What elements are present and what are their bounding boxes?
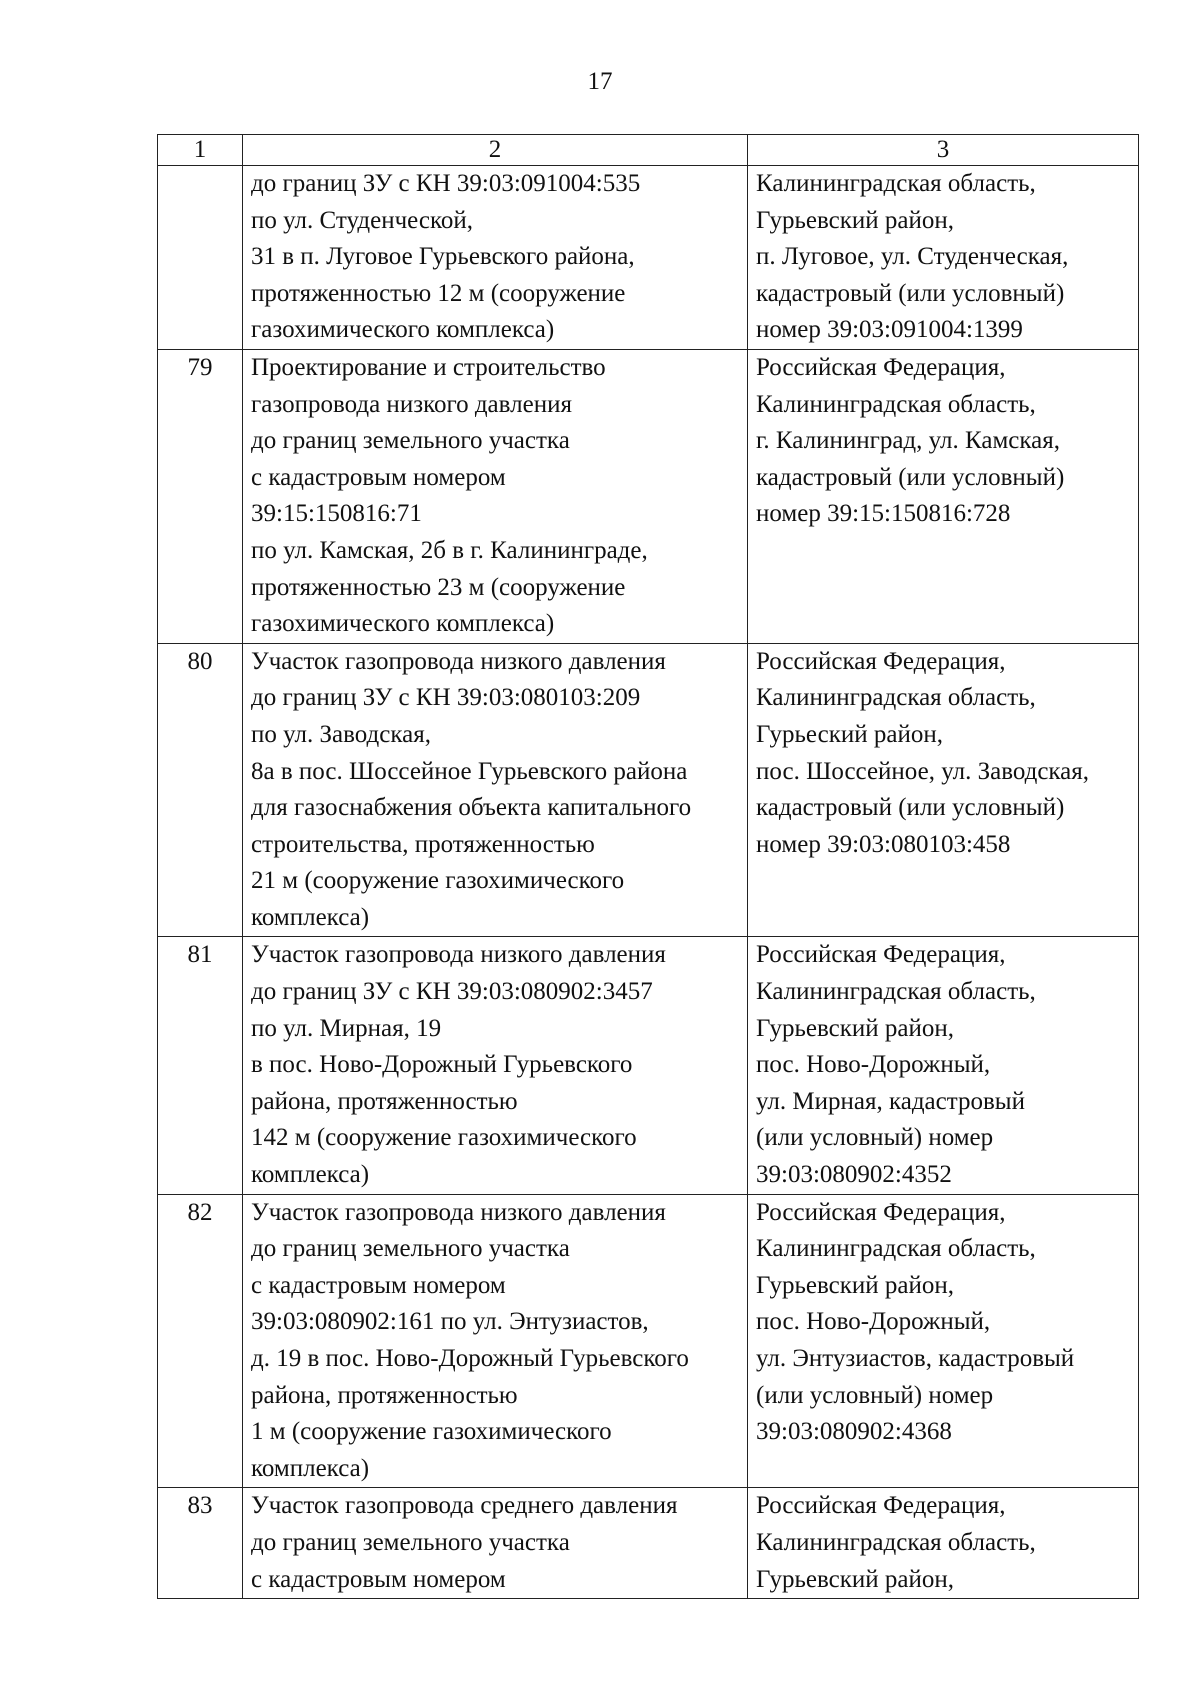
text-line: 39:15:150816:71 — [251, 500, 422, 528]
text-line: 39:03:080902:161 по ул. Энтузиастов, — [251, 1308, 649, 1336]
text-line: района, протяженностью — [251, 1087, 518, 1115]
text-line: Российская Федерация, — [756, 1492, 1006, 1520]
text-line: д. 19 в пос. Ново-Дорожный Гурьевского — [251, 1345, 689, 1372]
text-line: ул. Энтузиастов, кадастровый — [756, 1345, 1075, 1372]
page-number: 17 — [587, 68, 613, 95]
text-line: района, протяженностью — [251, 1381, 518, 1409]
text-line: комплекса) — [251, 1161, 370, 1189]
object-description — [243, 166, 748, 350]
column-header-3: 3 — [748, 135, 1139, 166]
text-line: протяженностью 23 м (сооружение — [251, 573, 626, 601]
text-line: по ул. Камская, 2б в г. Калининграде, — [251, 536, 648, 564]
text-line: 39:03:080902:4352 — [756, 1161, 952, 1189]
table-row — [158, 643, 1139, 937]
text-line: номер 39:03:080103:458 — [756, 830, 1011, 858]
text-line: номер 39:03:091004:1399 — [756, 316, 1023, 344]
object-address — [748, 643, 1139, 937]
text-line: Российская Федерация, — [756, 941, 1006, 969]
row-number: 80 — [158, 643, 243, 937]
row-number: 82 — [158, 1194, 243, 1488]
text-line: пос. Ново-Дорожный, — [756, 1308, 991, 1336]
table-header-row — [158, 135, 1139, 166]
text-line: Калининградская область, — [756, 1528, 1036, 1556]
text-line: (или условный) номер — [756, 1381, 994, 1409]
text-line: комплекса) — [251, 1454, 370, 1482]
object-address — [748, 937, 1139, 1194]
column-header-2: 2 — [243, 135, 748, 166]
text-line: Гурьеский район, — [756, 720, 943, 748]
text-line: протяженностью 12 м (сооружение — [251, 279, 626, 307]
objects-table — [157, 134, 1139, 1599]
text-line: Калининградская область, — [756, 170, 1036, 197]
text-line: п. Луговое, ул. Студенческая, — [756, 243, 1069, 271]
text-line: Участок газопровода среднего давления — [251, 1492, 678, 1520]
text-line: до границ ЗУ с КН 39:03:080902:3457 — [251, 978, 653, 1006]
object-description — [243, 1194, 748, 1488]
text-line: с кадастровым номером — [251, 1565, 506, 1593]
object-address — [748, 1488, 1139, 1599]
text-line: пос. Ново-Дорожный, — [756, 1051, 991, 1079]
text-line: Участок газопровода низкого давления — [251, 647, 666, 675]
row-number: 81 — [158, 937, 243, 1194]
text-line: Калининградская область, — [756, 1235, 1036, 1263]
object-description — [243, 937, 748, 1194]
text-line: до границ земельного участка — [251, 427, 570, 455]
row-number: 83 — [158, 1488, 243, 1599]
text-line: 21 м (сооружение газохимического — [251, 867, 625, 895]
text-line: 142 м (сооружение газохимического — [251, 1124, 637, 1152]
text-line: Российская Федерация, — [756, 353, 1006, 381]
text-line: Проектирование и строительство — [251, 353, 606, 381]
text-line: Российская Федерация, — [756, 1198, 1006, 1226]
object-description — [243, 643, 748, 937]
text-line: Калининградская область, — [756, 978, 1036, 1006]
text-line: газохимического комплекса) — [251, 316, 555, 344]
text-line: до границ земельного участка — [251, 1528, 570, 1556]
text-line: кадастровый (или условный) — [756, 794, 1065, 822]
text-line: до границ ЗУ с КН 39:03:080103:209 — [251, 684, 641, 712]
table-row — [158, 1488, 1139, 1599]
object-address — [748, 166, 1139, 350]
text-line: строительства, протяженностью — [251, 830, 595, 858]
text-line: ул. Мирная, кадастровый — [756, 1087, 1025, 1115]
text-line: по ул. Мирная, 19 — [251, 1014, 442, 1042]
text-line: 8а в пос. Шоссейное Гурьевского района — [251, 757, 688, 785]
object-address — [748, 349, 1139, 643]
text-line: до границ земельного участка — [251, 1235, 570, 1263]
text-line: 39:03:080902:4368 — [756, 1418, 952, 1446]
text-line: Калининградская область, — [756, 390, 1036, 418]
text-line: номер 39:15:150816:728 — [756, 500, 1011, 528]
text-line: 1 м (сооружение газохимического — [251, 1418, 612, 1446]
text-line: Гурьевский район, — [756, 1014, 955, 1042]
object-description — [243, 1488, 748, 1599]
table-row — [158, 349, 1139, 643]
text-line: с кадастровым номером — [251, 463, 506, 491]
text-line: с кадастровым номером — [251, 1271, 506, 1299]
text-line: Гурьевский район, — [756, 1565, 955, 1593]
text-line: комплекса) — [251, 903, 370, 931]
text-line: Гурьевский район, — [756, 206, 955, 234]
row-number — [158, 166, 243, 350]
text-line: г. Калининград, ул. Камская, — [756, 427, 1061, 455]
text-line: газохимического комплекса) — [251, 610, 555, 638]
table-row — [158, 1194, 1139, 1488]
column-header-1: 1 — [158, 135, 243, 166]
text-line: кадастровый (или условный) — [756, 463, 1065, 491]
table-row — [158, 937, 1139, 1194]
row-number: 79 — [158, 349, 243, 643]
text-line: Участок газопровода низкого давления — [251, 941, 666, 969]
text-line: газопровода низкого давления — [251, 390, 572, 418]
text-line: (или условный) номер — [756, 1124, 994, 1152]
text-line: Участок газопровода низкого давления — [251, 1198, 666, 1226]
text-line: пос. Шоссейное, ул. Заводская, — [756, 757, 1090, 785]
text-line: кадастровый (или условный) — [756, 279, 1065, 307]
text-line: в пос. Ново-Дорожный Гурьевского — [251, 1051, 633, 1079]
text-line: Калининградская область, — [756, 684, 1036, 712]
object-description — [243, 349, 748, 643]
table-row — [158, 166, 1139, 350]
object-address — [748, 1194, 1139, 1488]
text-line: Гурьевский район, — [756, 1271, 955, 1299]
text-line: Российская Федерация, — [756, 647, 1006, 675]
text-line: до границ ЗУ с КН 39:03:091004:535 — [251, 170, 641, 197]
text-line: для газоснабжения объекта капитального — [251, 794, 692, 822]
text-line: по ул. Студенческой, — [251, 206, 473, 234]
text-line: по ул. Заводская, — [251, 720, 431, 748]
text-line: 31 в п. Луговое Гурьевского района, — [251, 243, 635, 271]
